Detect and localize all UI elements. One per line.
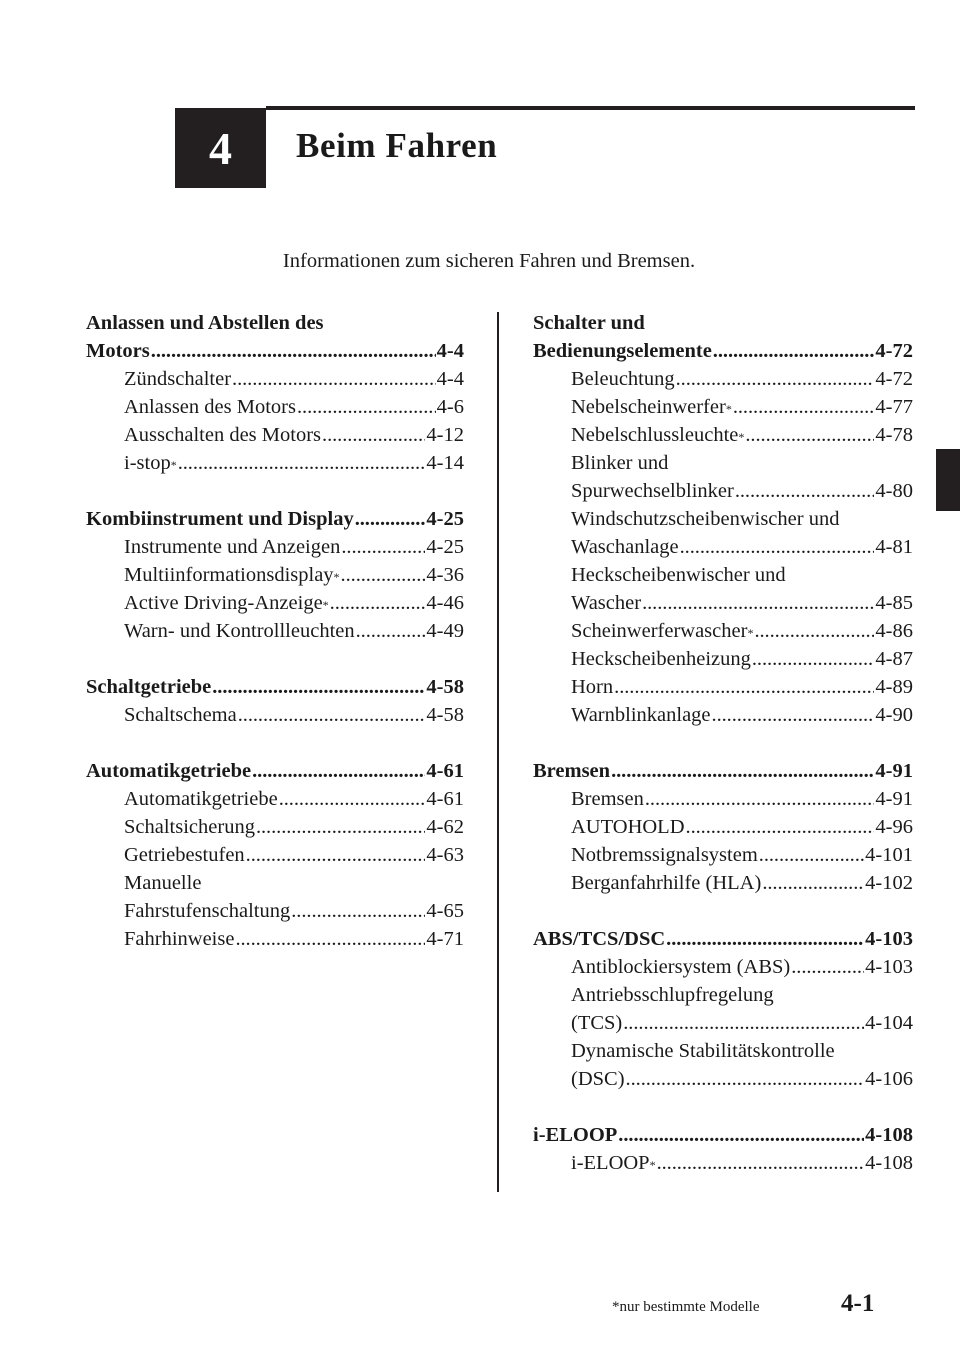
toc-entry-text-line: Windschutzscheibenwischer und [571, 508, 840, 530]
page-number: 4-1 [841, 1290, 875, 1317]
toc-page-ref: 4-81 [875, 536, 913, 558]
dot-leader [657, 1149, 865, 1177]
dot-leader [322, 421, 425, 449]
dot-leader [279, 785, 426, 813]
dot-leader [712, 701, 875, 729]
toc-entry-text: Heckscheibenheizung [571, 648, 751, 670]
toc-entry-text: Bremsen [533, 760, 611, 782]
toc-page-ref: 4-90 [875, 704, 913, 726]
toc-entry[interactable] [533, 953, 913, 981]
toc-entry[interactable] [533, 365, 913, 393]
dot-leader [355, 505, 426, 533]
toc-page-ref: 4-65 [426, 900, 464, 922]
toc-entry-text: i-ELOOP [533, 1124, 618, 1146]
section-title-line: Anlassen und Abstellen des [86, 312, 324, 334]
toc-page-ref: 4-72 [875, 368, 913, 390]
toc-page-ref: 4-58 [426, 704, 464, 726]
toc-entry-text: i-stop [124, 452, 171, 474]
toc-page-ref: 4-49 [426, 620, 464, 642]
toc-entry[interactable] [533, 533, 913, 561]
toc-entry[interactable] [533, 1009, 913, 1037]
toc-entry-text: Getriebestufen [124, 844, 245, 866]
dot-leader [611, 757, 874, 785]
toc-entry-text: Nebelschlussleuchte [571, 424, 739, 446]
toc-entry[interactable]: Nebelscheinwerfer * . . . 4-77 [533, 393, 913, 421]
dot-leader [754, 617, 874, 645]
toc-page-ref: 4-72 [875, 340, 913, 362]
dot-leader [623, 1009, 864, 1037]
toc-page-ref: 4-104 [865, 1012, 913, 1034]
section-title-line: Schalter und [533, 312, 645, 334]
dot-leader [291, 897, 425, 925]
toc-section-entry[interactable] [86, 505, 464, 533]
toc-section [533, 757, 913, 897]
toc-entry[interactable]: i-stop * . . . 4-14 [86, 449, 464, 477]
dot-leader [626, 1065, 865, 1093]
toc-page-ref: 4-108 [865, 1152, 913, 1174]
chapter-number: 4 [209, 122, 232, 174]
toc-entry-text: Zündschalter [124, 368, 232, 390]
dot-leader [212, 673, 425, 701]
toc-entry[interactable] [86, 813, 464, 841]
toc-entry-text: Fahrstufenschaltung [124, 900, 291, 922]
toc-page-ref: 4-12 [426, 424, 464, 446]
dot-leader [676, 365, 875, 393]
toc-section [533, 1121, 913, 1177]
toc-page-ref: 4-106 [865, 1068, 913, 1090]
toc-entry-text: Schaltschema [124, 704, 237, 726]
dot-leader [232, 365, 436, 393]
toc-page-ref: 4-103 [865, 956, 913, 978]
toc-page-ref: 4-36 [426, 564, 464, 586]
toc-entry-text: Scheinwerferwascher [571, 620, 748, 642]
toc-entry-text: Waschanlage [571, 536, 679, 558]
toc-section-entry[interactable] [533, 1121, 913, 1149]
toc-entry[interactable] [533, 701, 913, 729]
toc-entry[interactable]: Multiinformationsdisplay * . . . 4-36 [86, 561, 464, 589]
dot-leader [341, 533, 425, 561]
dot-leader [645, 785, 875, 813]
toc-page-ref: 4-71 [426, 928, 464, 950]
toc-entry-text: i-ELOOP [571, 1152, 650, 1174]
toc-entry[interactable] [86, 925, 464, 953]
dot-leader [759, 841, 864, 869]
toc-section-entry[interactable] [86, 337, 464, 365]
toc-entry-text: Multiinformationsdisplay [124, 564, 334, 586]
toc-page-ref: 4-80 [875, 480, 913, 502]
toc-entry-text: Wascher [571, 592, 642, 614]
toc-entry-text-line: Heckscheibenwischer und [571, 564, 786, 586]
column-divider [497, 312, 499, 1192]
toc-entry[interactable]: i-ELOOP * . . . 4-108 [533, 1149, 913, 1177]
toc-entry-text: (TCS) [571, 1012, 623, 1034]
toc-section-entry[interactable] [533, 337, 913, 365]
toc-entry-text: ABS/TCS/DSC [533, 928, 666, 950]
dot-leader [713, 337, 875, 365]
toc-entry-text: Horn [571, 676, 614, 698]
dot-leader [745, 421, 874, 449]
toc-entry-text: Notbremssignalsystem [571, 844, 758, 866]
toc-section [86, 505, 464, 645]
dot-leader [252, 757, 425, 785]
dot-leader [752, 645, 875, 673]
toc-entry[interactable] [86, 701, 464, 729]
toc-page-ref: 4-46 [426, 592, 464, 614]
toc-entry-text-line: Blinker und [571, 452, 669, 474]
dot-leader [642, 589, 874, 617]
header-rule [266, 106, 915, 110]
toc-entry-text: Ausschalten des Motors [124, 424, 322, 446]
toc-page-ref: 4-96 [875, 816, 913, 838]
toc-entry[interactable] [86, 393, 464, 421]
toc-entry[interactable]: Scheinwerferwascher * . . . 4-86 [533, 617, 913, 645]
toc-right-column [533, 309, 913, 1205]
dot-leader [356, 617, 426, 645]
dot-leader [791, 953, 864, 981]
dot-leader [614, 673, 874, 701]
toc-entry-text: Beleuchtung [571, 368, 675, 390]
toc-page-ref: 4-62 [426, 816, 464, 838]
toc-entry[interactable] [533, 589, 913, 617]
toc-section-entry[interactable] [86, 757, 464, 785]
toc-page-ref: 4-61 [426, 760, 464, 782]
toc-entry-text: Bedienungselemente [533, 340, 712, 362]
dot-leader [686, 813, 875, 841]
toc-section [86, 673, 464, 729]
toc-entry-text: Fahrhinweise [124, 928, 235, 950]
dot-leader [238, 701, 426, 729]
toc-entry[interactable] [533, 813, 913, 841]
toc-entry-text-line: Manuelle [124, 872, 202, 894]
footnote: *nur bestimmte Modelle [612, 1299, 760, 1315]
toc-page-ref: 4-108 [865, 1124, 913, 1146]
toc-page-ref: 4-6 [436, 396, 464, 418]
toc-entry[interactable] [533, 869, 913, 897]
toc-left-column [86, 309, 464, 981]
chapter-number-box [175, 108, 266, 188]
toc-entry[interactable]: Nebelschlussleuchte * . . . 4-78 [533, 421, 913, 449]
toc-entry[interactable] [86, 897, 464, 925]
dot-leader [256, 813, 425, 841]
toc-section [533, 309, 913, 729]
dot-leader [618, 1121, 864, 1149]
toc-page-ref: 4-103 [865, 928, 913, 950]
toc-entry-text: Active Driving-Anzeige [124, 592, 323, 614]
toc-entry[interactable] [533, 785, 913, 813]
toc-entry-text: Schaltgetriebe [86, 676, 212, 698]
toc-entry-text: Spurwechselblinker [571, 480, 734, 502]
toc-entry-text: Bremsen [571, 788, 644, 810]
toc-page-ref: 4-101 [865, 844, 913, 866]
toc-page-ref: 4-4 [436, 340, 464, 362]
toc-entry-text: Kombiinstrument und Display [86, 508, 354, 530]
toc-page-ref: 4-87 [875, 648, 913, 670]
dot-leader [151, 337, 436, 365]
toc-entry-text-line: Antriebsschlupfregelung [571, 984, 774, 1006]
dot-leader [235, 925, 425, 953]
toc-entry-text: Schaltsicherung [124, 816, 255, 838]
toc-page-ref: 4-58 [426, 676, 464, 698]
toc-entry-text: (DSC) [571, 1068, 625, 1090]
toc-page-ref: 4-78 [875, 424, 913, 446]
dot-leader [178, 449, 426, 477]
toc-entry[interactable] [86, 617, 464, 645]
toc-page-ref: 4-91 [875, 788, 913, 810]
dot-leader [297, 393, 436, 421]
toc-section [86, 757, 464, 953]
toc-entry[interactable] [86, 365, 464, 393]
toc-entry-text: Motors [86, 340, 150, 362]
dot-leader [341, 561, 426, 589]
toc-entry[interactable] [86, 785, 464, 813]
dot-leader [735, 477, 875, 505]
toc-page-ref: 4-61 [426, 788, 464, 810]
toc-page-ref: 4-86 [875, 620, 913, 642]
toc-page-ref: 4-63 [426, 844, 464, 866]
dot-leader [246, 841, 426, 869]
toc-page-ref: 4-102 [865, 872, 913, 894]
dot-leader [330, 589, 426, 617]
toc-section [533, 925, 913, 1093]
toc-page-ref: 4-91 [875, 760, 913, 782]
toc-page-ref: 4-25 [426, 536, 464, 558]
toc-page-ref: 4-77 [875, 396, 913, 418]
toc-entry[interactable] [533, 841, 913, 869]
toc-page-ref: 4-4 [436, 368, 464, 390]
toc-entry-text: Instrumente und Anzeigen [124, 536, 341, 558]
toc-entry[interactable] [533, 645, 913, 673]
toc-section [86, 309, 464, 477]
toc-entry-text-line: Dynamische Stabilitätskontrolle [571, 1040, 835, 1062]
toc-entry[interactable] [533, 477, 913, 505]
toc-entry-text: AUTOHOLD [571, 816, 685, 838]
toc-page-ref: 4-25 [426, 508, 464, 530]
toc-entry-text: Berganfahrhilfe (HLA) [571, 872, 762, 894]
toc-entry-text: Automatikgetriebe [124, 788, 278, 810]
toc-page-ref: 4-14 [426, 452, 464, 474]
toc-section-entry[interactable] [533, 925, 913, 953]
toc-entry-text: Automatikgetriebe [86, 760, 252, 782]
chapter-title: Beim Fahren [296, 126, 498, 165]
toc-entry[interactable] [86, 841, 464, 869]
toc-page-ref: 4-89 [875, 676, 913, 698]
toc-page-ref: 4-85 [875, 592, 913, 614]
toc-entry-text: Nebelscheinwerfer [571, 396, 726, 418]
dot-leader [666, 925, 864, 953]
toc-entry[interactable] [86, 421, 464, 449]
toc-entry[interactable]: Active Driving-Anzeige * . . . 4-46 [86, 589, 464, 617]
toc-entry-text: Warnblinkanlage [571, 704, 711, 726]
toc-entry-text: Warn- und Kontrollleuchten [124, 620, 355, 642]
dot-leader [733, 393, 875, 421]
toc-entry[interactable] [86, 533, 464, 561]
dot-leader [762, 869, 864, 897]
toc-entry-text: Anlassen des Motors [124, 396, 296, 418]
dot-leader [680, 533, 875, 561]
toc-section-entry[interactable] [533, 757, 913, 785]
toc-entry[interactable] [533, 1065, 913, 1093]
chapter-intro: Informationen zum sicheren Fahren und Bremsen. [282, 250, 696, 272]
toc-entry-text: Antiblockiersystem (ABS) [571, 956, 791, 978]
toc-entry[interactable] [533, 673, 913, 701]
chapter-thumb-tab [936, 449, 960, 511]
toc-section-entry[interactable] [86, 673, 464, 701]
